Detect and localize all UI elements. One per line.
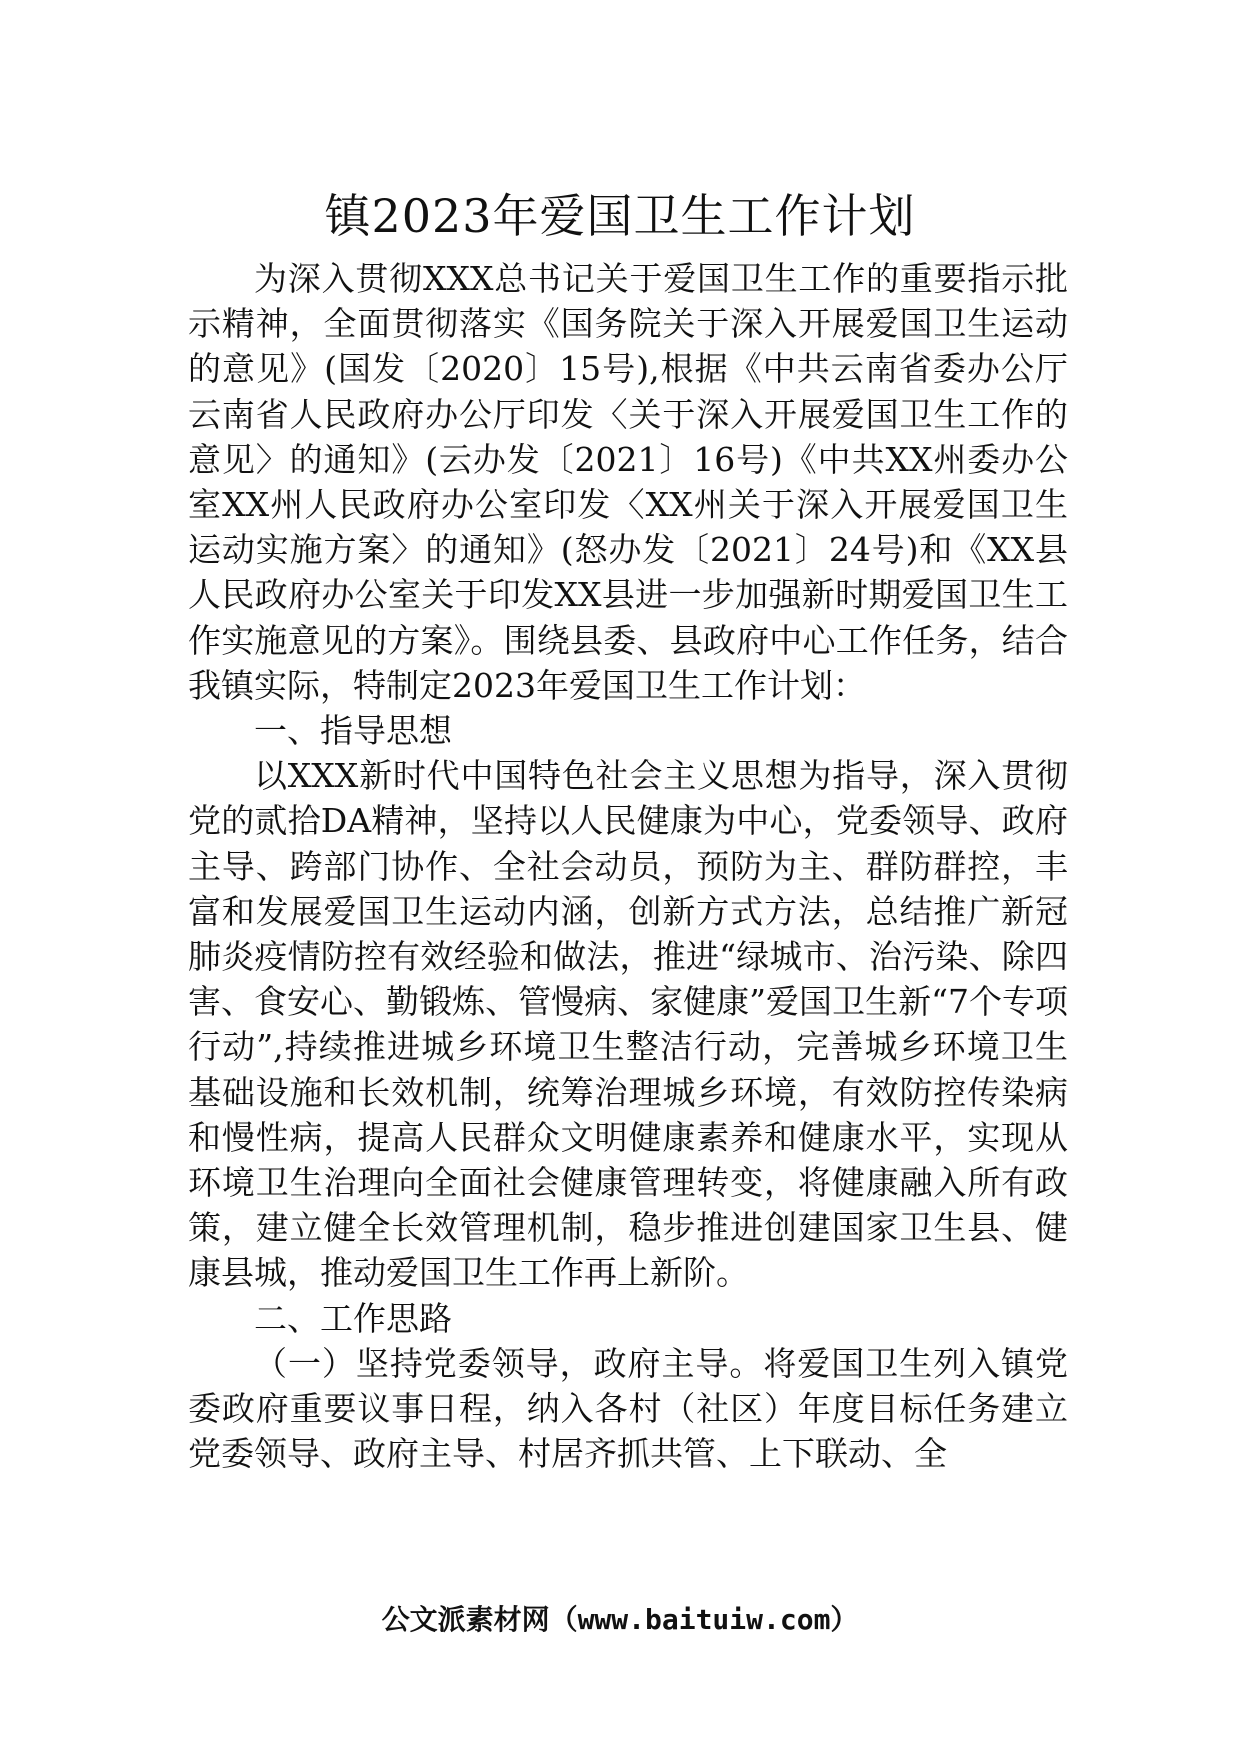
footer-watermark: 公文派素材网（www.baituiw.com） bbox=[381, 1603, 859, 1636]
intro-paragraph: 为深入贯彻XXX总书记关于爱国卫生工作的重要指示批示精神，全面贯彻落实《国务院关于深入开展爱国卫生运动的意见》(国发〔2020〕15号),根据《中共云南省委办公厅云南省人民政府办公厅印发〈关于深入开展爱国卫生工作的意见〉的通知》(云办发〔2021〕16号)《中共XX州委办公室XX州人民政府办公室印发〈XX州关于深入开展爱国卫生运动实施方案〉的通知》(怒办发〔2021〕24号)和《XX县人民政府办公室关于印发XX县进一步加强新时期爱国卫生工作实施意见的方案》。围绕县委、县政府中心工作任务，结合我镇实际，特制定2023年爱国卫生工作计划： bbox=[188, 259, 1068, 705]
document-body bbox=[188, 256, 1068, 1476]
work-approach-paragraph: （一）坚持党委领导，政府主导。将爱国卫生列入镇党委政府重要议事日程，纳入各村（社区）年度目标任务建立党委领导、政府主导、村居齐抓共管、上下联动、全 bbox=[188, 1343, 1068, 1474]
document-title: 镇2023年爱国卫生工作计划 bbox=[324, 189, 916, 243]
section-heading-guiding-ideology: 一、指导思想 bbox=[254, 711, 452, 751]
guiding-ideology-paragraph: 以XXX新时代中国特色社会主义思想为指导，深入贯彻党的贰拾DA精神，坚持以人民健康为中心，党委领导、政府主导、跨部门协作、全社会动员，预防为主、群防群控，丰富和发展爱国卫生运动内涵，创新方式方法，总结推广新冠肺炎疫情防控有效经验和做法，推进“绿城市、治污染、除四害、食安心、勤锻炼、管慢病、家健康”爱国卫生新“7个专项行动”,持续推进城乡环境卫生整洁行动，完善城乡环境卫生基础设施和长效机制，统筹治理城乡环境，有效防控传染病和慢性病，提高人民群众文明健康素养和健康水平，实现从环境卫生治理向全面社会健康管理转变，将健康融入所有政策，建立健全长效管理机制，稳步推进创建国家卫生县、健康县城，推动爱国卫生工作再上新阶。 bbox=[188, 756, 1068, 1293]
section-heading-work-approach: 二、工作思路 bbox=[254, 1298, 452, 1338]
